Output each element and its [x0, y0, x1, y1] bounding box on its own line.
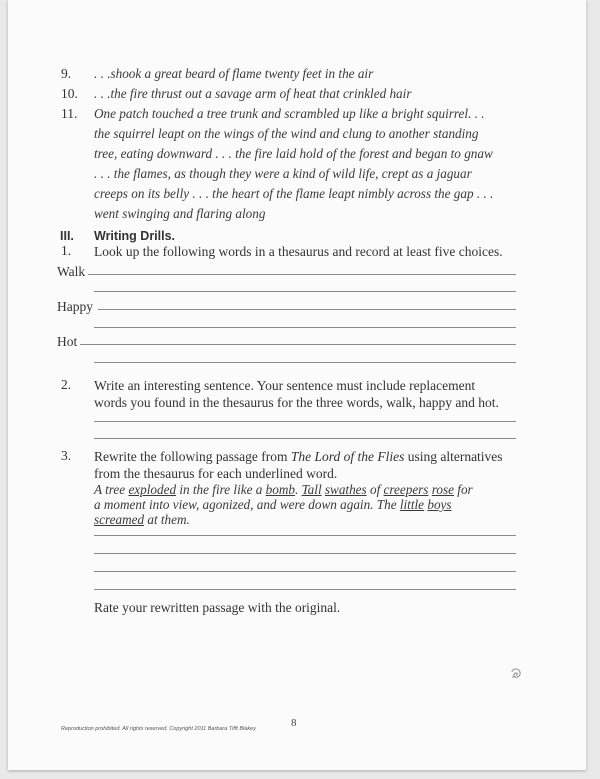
- example-number: 11.: [61, 106, 78, 121]
- answer-line[interactable]: [94, 438, 516, 439]
- answer-line[interactable]: [98, 309, 516, 310]
- answer-line[interactable]: [94, 535, 516, 536]
- drill3-instruction: Rewrite the following passage from The Lord of the Flies using alternatives from the thesaurus for each underlined word.: [94, 449, 503, 481]
- page-number: 8: [291, 717, 297, 729]
- example-text: One patch touched a tree trunk and scrambled up like a bright squirrel. . . the squirrel leapt on the wings of the wind and clung to another standing tree, eating downward . . . the fire laid hold of the forest and began to gnaw . . . the flames, as though they were a kind of wild life, crept as a jaguar creeps on its belly . . . the heart of the flame leapt nimbly across the gap . . . went swinging and flaring along: [94, 106, 494, 221]
- underlined-word: exploded: [128, 482, 177, 497]
- answer-line[interactable]: [94, 327, 516, 328]
- example-number: 10.: [61, 86, 78, 101]
- answer-line[interactable]: [80, 344, 516, 345]
- quoted-passage: A tree exploded in the fire like a bomb. Tall swathes of creepers rose for a moment into view, agonized, and were down again. The little boys screamed at them.: [94, 482, 473, 527]
- worksheet-page: [8, 0, 586, 770]
- copyright-notice: Reproduction prohibited. All rights reserved. Copyright 2011 Barbara Tifft Blakey: [61, 726, 256, 732]
- underlined-word: boys: [427, 497, 452, 512]
- word-hot: Hot: [57, 334, 78, 349]
- smudge-icon: [509, 666, 523, 680]
- drill-number: 1.: [61, 243, 72, 258]
- underlined-word: little: [399, 497, 425, 512]
- answer-line[interactable]: [94, 362, 516, 363]
- answer-line[interactable]: [94, 553, 516, 554]
- word-happy: Happy: [57, 299, 93, 314]
- underlined-word: Tall: [301, 482, 322, 497]
- drill-number: 3.: [61, 448, 72, 463]
- answer-line[interactable]: [88, 274, 516, 275]
- underlined-word: rose: [431, 482, 454, 497]
- example-number: 9.: [61, 66, 72, 81]
- example-text: . . .the fire thrust out a savage arm of heat that crinkled hair: [94, 86, 412, 101]
- word-walk: Walk: [57, 264, 86, 279]
- underlined-word: creepers: [383, 482, 429, 497]
- answer-line[interactable]: [94, 421, 516, 422]
- drill-number: 2.: [61, 377, 72, 392]
- section-numeral: III.: [60, 229, 74, 243]
- answer-line[interactable]: [94, 589, 516, 590]
- underlined-word: screamed: [94, 512, 145, 527]
- book-title: The Lord of the Flies: [290, 449, 405, 464]
- drill1-instruction: Look up the following words in a thesaurus and record at least five choices.: [94, 244, 503, 259]
- underlined-word: bomb: [265, 482, 295, 497]
- answer-line[interactable]: [94, 291, 516, 292]
- rate-instruction: Rate your rewritten passage with the original.: [94, 600, 341, 615]
- example-text: . . .shook a great beard of flame twenty feet in the air: [94, 66, 374, 81]
- underlined-word: swathes: [324, 482, 367, 497]
- section-title: Writing Drills.: [94, 229, 176, 243]
- answer-line[interactable]: [94, 571, 516, 572]
- drill2-instruction: Write an interesting sentence. Your sentence must include replacement words you found in the thesaurus for the three words, walk, happy and hot.: [94, 378, 499, 410]
